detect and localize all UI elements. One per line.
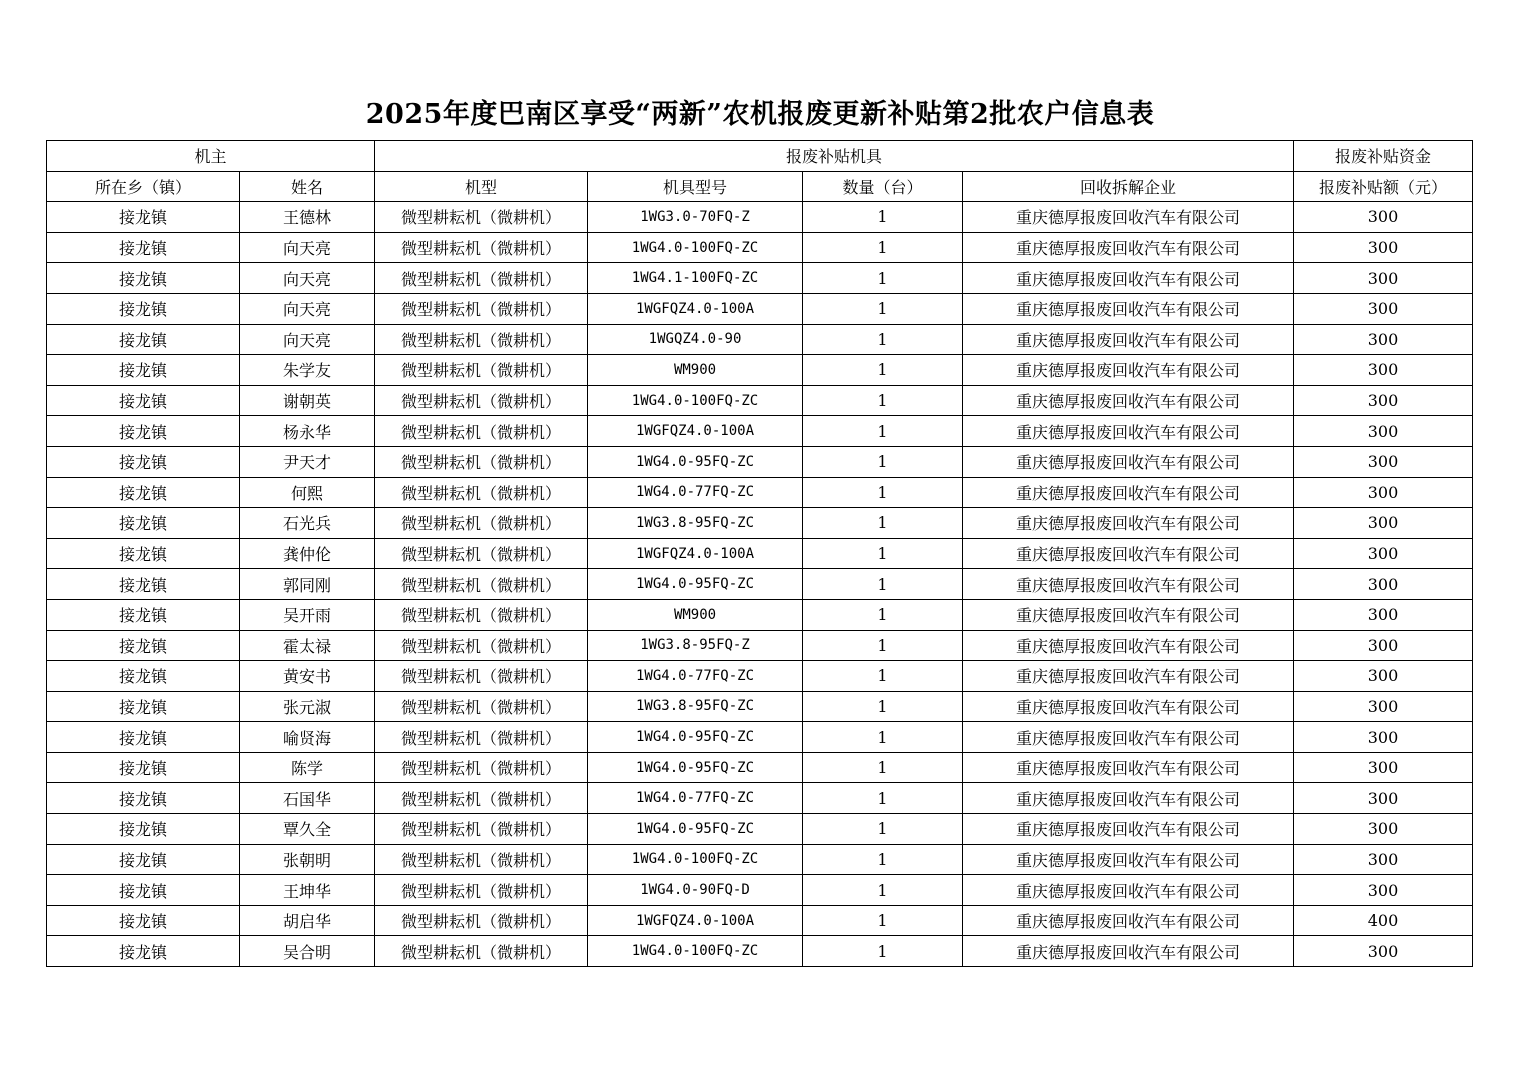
- cell-qty: 1: [803, 875, 963, 906]
- cell-recycler: 重庆德厚报废回收汽车有限公司: [963, 355, 1294, 386]
- page-title: 2025年度巴南区享受“两新”农机报废更新补贴第2批农户信息表: [365, 99, 1155, 130]
- cell-amount: 300: [1294, 661, 1473, 692]
- cell-town: 接龙镇: [47, 722, 240, 753]
- cell-amount: 300: [1294, 783, 1473, 814]
- column-header-name: 姓名: [240, 171, 375, 202]
- group-header-machine: 报废补贴机具: [375, 141, 1294, 172]
- cell-type: 微型耕耘机（微耕机）: [375, 355, 588, 386]
- column-header-row: [47, 171, 1473, 202]
- cell-recycler: 重庆德厚报废回收汽车有限公司: [963, 661, 1294, 692]
- cell-recycler: 重庆德厚报废回收汽车有限公司: [963, 446, 1294, 477]
- cell-model: 1WG3.8-95FQ-ZC: [588, 691, 803, 722]
- cell-type: 微型耕耘机（微耕机）: [375, 936, 588, 967]
- cell-amount: 300: [1294, 691, 1473, 722]
- cell-qty: 1: [803, 599, 963, 630]
- table-row: [47, 538, 1473, 569]
- group-header-funds: 报废补贴资金: [1294, 141, 1473, 172]
- cell-amount: 300: [1294, 446, 1473, 477]
- cell-type: 微型耕耘机（微耕机）: [375, 844, 588, 875]
- cell-amount: 300: [1294, 752, 1473, 783]
- cell-name: 谢朝英: [240, 385, 375, 416]
- cell-town: 接龙镇: [47, 661, 240, 692]
- cell-type: 微型耕耘机（微耕机）: [375, 324, 588, 355]
- cell-qty: 1: [803, 844, 963, 875]
- cell-name: 吴开雨: [240, 599, 375, 630]
- cell-model: 1WGFQZ4.0-100A: [588, 538, 803, 569]
- cell-type: 微型耕耘机（微耕机）: [375, 661, 588, 692]
- cell-name: 吴合明: [240, 936, 375, 967]
- cell-recycler: 重庆德厚报废回收汽车有限公司: [963, 416, 1294, 447]
- cell-amount: 300: [1294, 844, 1473, 875]
- cell-qty: 1: [803, 446, 963, 477]
- farmer-info-table: [46, 140, 1473, 967]
- cell-model: 1WG4.0-77FQ-ZC: [588, 661, 803, 692]
- column-header-model: 机具型号: [588, 171, 803, 202]
- cell-qty: 1: [803, 691, 963, 722]
- cell-qty: 1: [803, 477, 963, 508]
- cell-name: 向天亮: [240, 293, 375, 324]
- cell-town: 接龙镇: [47, 752, 240, 783]
- cell-town: 接龙镇: [47, 844, 240, 875]
- table-row: [47, 355, 1473, 386]
- table-row: [47, 385, 1473, 416]
- cell-type: 微型耕耘机（微耕机）: [375, 630, 588, 661]
- cell-town: 接龙镇: [47, 263, 240, 294]
- cell-type: 微型耕耘机（微耕机）: [375, 446, 588, 477]
- cell-qty: 1: [803, 538, 963, 569]
- cell-town: 接龙镇: [47, 416, 240, 447]
- cell-name: 覃久全: [240, 814, 375, 845]
- cell-name: 霍太禄: [240, 630, 375, 661]
- cell-recycler: 重庆德厚报废回收汽车有限公司: [963, 477, 1294, 508]
- cell-recycler: 重庆德厚报废回收汽车有限公司: [963, 263, 1294, 294]
- cell-type: 微型耕耘机（微耕机）: [375, 599, 588, 630]
- cell-qty: 1: [803, 263, 963, 294]
- cell-name: 郭同刚: [240, 569, 375, 600]
- column-header-qty: 数量（台）: [803, 171, 963, 202]
- cell-type: 微型耕耘机（微耕机）: [375, 783, 588, 814]
- cell-qty: 1: [803, 569, 963, 600]
- cell-qty: 1: [803, 936, 963, 967]
- cell-town: 接龙镇: [47, 232, 240, 263]
- table-row: [47, 599, 1473, 630]
- cell-qty: 1: [803, 232, 963, 263]
- cell-model: 1WG4.0-95FQ-ZC: [588, 569, 803, 600]
- table-row: [47, 905, 1473, 936]
- cell-model: 1WG4.0-95FQ-ZC: [588, 722, 803, 753]
- table-row: [47, 508, 1473, 539]
- cell-type: 微型耕耘机（微耕机）: [375, 538, 588, 569]
- cell-type: 微型耕耘机（微耕机）: [375, 722, 588, 753]
- cell-amount: 300: [1294, 293, 1473, 324]
- cell-amount: 300: [1294, 202, 1473, 233]
- cell-recycler: 重庆德厚报废回收汽车有限公司: [963, 905, 1294, 936]
- table-row: [47, 416, 1473, 447]
- cell-name: 王坤华: [240, 875, 375, 906]
- cell-qty: 1: [803, 630, 963, 661]
- cell-recycler: 重庆德厚报废回收汽车有限公司: [963, 538, 1294, 569]
- cell-amount: 300: [1294, 722, 1473, 753]
- cell-town: 接龙镇: [47, 783, 240, 814]
- cell-recycler: 重庆德厚报废回收汽车有限公司: [963, 599, 1294, 630]
- table-row: [47, 569, 1473, 600]
- table-row: [47, 324, 1473, 355]
- table-row: [47, 691, 1473, 722]
- cell-amount: 300: [1294, 569, 1473, 600]
- cell-town: 接龙镇: [47, 814, 240, 845]
- cell-recycler: 重庆德厚报废回收汽车有限公司: [963, 508, 1294, 539]
- table-row: [47, 477, 1473, 508]
- cell-recycler: 重庆德厚报废回收汽车有限公司: [963, 844, 1294, 875]
- cell-model: 1WGFQZ4.0-100A: [588, 905, 803, 936]
- cell-model: 1WG3.8-95FQ-ZC: [588, 508, 803, 539]
- cell-type: 微型耕耘机（微耕机）: [375, 232, 588, 263]
- cell-recycler: 重庆德厚报废回收汽车有限公司: [963, 783, 1294, 814]
- table-row: [47, 630, 1473, 661]
- cell-town: 接龙镇: [47, 508, 240, 539]
- cell-amount: 400: [1294, 905, 1473, 936]
- cell-town: 接龙镇: [47, 630, 240, 661]
- column-header-amount: 报废补贴额（元）: [1294, 171, 1473, 202]
- cell-model: 1WG4.0-90FQ-D: [588, 875, 803, 906]
- cell-recycler: 重庆德厚报废回收汽车有限公司: [963, 722, 1294, 753]
- cell-model: 1WG4.0-77FQ-ZC: [588, 477, 803, 508]
- cell-model: 1WG3.0-70FQ-Z: [588, 202, 803, 233]
- cell-qty: 1: [803, 722, 963, 753]
- cell-name: 向天亮: [240, 263, 375, 294]
- cell-recycler: 重庆德厚报废回收汽车有限公司: [963, 202, 1294, 233]
- cell-model: 1WG4.0-77FQ-ZC: [588, 783, 803, 814]
- cell-recycler: 重庆德厚报废回收汽车有限公司: [963, 385, 1294, 416]
- column-header-recycler: 回收拆解企业: [963, 171, 1294, 202]
- table-row: [47, 722, 1473, 753]
- cell-name: 何熙: [240, 477, 375, 508]
- column-header-type: 机型: [375, 171, 588, 202]
- cell-type: 微型耕耘机（微耕机）: [375, 691, 588, 722]
- cell-qty: 1: [803, 293, 963, 324]
- cell-type: 微型耕耘机（微耕机）: [375, 875, 588, 906]
- cell-amount: 300: [1294, 814, 1473, 845]
- cell-qty: 1: [803, 508, 963, 539]
- cell-name: 胡启华: [240, 905, 375, 936]
- group-header-owner: 机主: [47, 141, 375, 172]
- table-row: [47, 232, 1473, 263]
- cell-type: 微型耕耘机（微耕机）: [375, 293, 588, 324]
- cell-recycler: 重庆德厚报废回收汽车有限公司: [963, 691, 1294, 722]
- table-row: [47, 936, 1473, 967]
- cell-name: 杨永华: [240, 416, 375, 447]
- cell-recycler: 重庆德厚报废回收汽车有限公司: [963, 875, 1294, 906]
- cell-type: 微型耕耘机（微耕机）: [375, 202, 588, 233]
- table-row: [47, 875, 1473, 906]
- cell-town: 接龙镇: [47, 324, 240, 355]
- cell-type: 微型耕耘机（微耕机）: [375, 905, 588, 936]
- table-row: [47, 844, 1473, 875]
- cell-amount: 300: [1294, 324, 1473, 355]
- column-header-town: 所在乡（镇）: [47, 171, 240, 202]
- cell-name: 张元淑: [240, 691, 375, 722]
- cell-qty: 1: [803, 385, 963, 416]
- cell-qty: 1: [803, 202, 963, 233]
- cell-model: 1WG4.0-100FQ-ZC: [588, 936, 803, 967]
- cell-recycler: 重庆德厚报废回收汽车有限公司: [963, 814, 1294, 845]
- cell-name: 王德林: [240, 202, 375, 233]
- cell-town: 接龙镇: [47, 202, 240, 233]
- cell-model: 1WG4.1-100FQ-ZC: [588, 263, 803, 294]
- cell-name: 朱学友: [240, 355, 375, 386]
- cell-recycler: 重庆德厚报废回收汽车有限公司: [963, 936, 1294, 967]
- cell-amount: 300: [1294, 936, 1473, 967]
- cell-qty: 1: [803, 661, 963, 692]
- cell-amount: 300: [1294, 538, 1473, 569]
- cell-name: 尹天才: [240, 446, 375, 477]
- cell-town: 接龙镇: [47, 599, 240, 630]
- cell-town: 接龙镇: [47, 691, 240, 722]
- cell-model: 1WG4.0-100FQ-ZC: [588, 385, 803, 416]
- cell-name: 石国华: [240, 783, 375, 814]
- cell-amount: 300: [1294, 416, 1473, 447]
- group-header-row: [47, 141, 1473, 172]
- table-row: [47, 293, 1473, 324]
- cell-name: 向天亮: [240, 232, 375, 263]
- table-row: [47, 263, 1473, 294]
- cell-qty: 1: [803, 905, 963, 936]
- cell-qty: 1: [803, 814, 963, 845]
- cell-name: 喻贤海: [240, 722, 375, 753]
- cell-town: 接龙镇: [47, 355, 240, 386]
- cell-model: 1WG4.0-100FQ-ZC: [588, 232, 803, 263]
- cell-model: 1WGFQZ4.0-100A: [588, 416, 803, 447]
- cell-amount: 300: [1294, 599, 1473, 630]
- cell-town: 接龙镇: [47, 905, 240, 936]
- table-row: [47, 661, 1473, 692]
- cell-model: WM900: [588, 355, 803, 386]
- cell-type: 微型耕耘机（微耕机）: [375, 752, 588, 783]
- cell-name: 龚仲伦: [240, 538, 375, 569]
- cell-model: 1WGQZ4.0-90: [588, 324, 803, 355]
- cell-amount: 300: [1294, 477, 1473, 508]
- table-row: [47, 814, 1473, 845]
- cell-amount: 300: [1294, 630, 1473, 661]
- cell-model: WM900: [588, 599, 803, 630]
- cell-amount: 300: [1294, 355, 1473, 386]
- cell-model: 1WG4.0-95FQ-ZC: [588, 752, 803, 783]
- cell-amount: 300: [1294, 875, 1473, 906]
- cell-type: 微型耕耘机（微耕机）: [375, 263, 588, 294]
- cell-type: 微型耕耘机（微耕机）: [375, 814, 588, 845]
- cell-name: 张朝明: [240, 844, 375, 875]
- cell-model: 1WGFQZ4.0-100A: [588, 293, 803, 324]
- cell-type: 微型耕耘机（微耕机）: [375, 508, 588, 539]
- cell-recycler: 重庆德厚报废回收汽车有限公司: [963, 293, 1294, 324]
- cell-qty: 1: [803, 416, 963, 447]
- cell-name: 黄安书: [240, 661, 375, 692]
- cell-amount: 300: [1294, 263, 1473, 294]
- cell-town: 接龙镇: [47, 293, 240, 324]
- cell-name: 石光兵: [240, 508, 375, 539]
- cell-recycler: 重庆德厚报废回收汽车有限公司: [963, 630, 1294, 661]
- cell-town: 接龙镇: [47, 538, 240, 569]
- cell-name: 陈学: [240, 752, 375, 783]
- table-row: [47, 202, 1473, 233]
- cell-name: 向天亮: [240, 324, 375, 355]
- table-row: [47, 752, 1473, 783]
- cell-model: 1WG3.8-95FQ-Z: [588, 630, 803, 661]
- cell-qty: 1: [803, 752, 963, 783]
- cell-type: 微型耕耘机（微耕机）: [375, 385, 588, 416]
- cell-amount: 300: [1294, 385, 1473, 416]
- cell-type: 微型耕耘机（微耕机）: [375, 416, 588, 447]
- cell-qty: 1: [803, 783, 963, 814]
- cell-town: 接龙镇: [47, 477, 240, 508]
- cell-amount: 300: [1294, 232, 1473, 263]
- cell-town: 接龙镇: [47, 936, 240, 967]
- table-row: [47, 783, 1473, 814]
- cell-qty: 1: [803, 324, 963, 355]
- cell-recycler: 重庆德厚报废回收汽车有限公司: [963, 232, 1294, 263]
- cell-recycler: 重庆德厚报废回收汽车有限公司: [963, 569, 1294, 600]
- cell-town: 接龙镇: [47, 875, 240, 906]
- cell-recycler: 重庆德厚报废回收汽车有限公司: [963, 324, 1294, 355]
- cell-recycler: 重庆德厚报废回收汽车有限公司: [963, 752, 1294, 783]
- cell-qty: 1: [803, 355, 963, 386]
- cell-model: 1WG4.0-95FQ-ZC: [588, 446, 803, 477]
- cell-town: 接龙镇: [47, 569, 240, 600]
- cell-type: 微型耕耘机（微耕机）: [375, 569, 588, 600]
- cell-type: 微型耕耘机（微耕机）: [375, 477, 588, 508]
- cell-town: 接龙镇: [47, 385, 240, 416]
- cell-amount: 300: [1294, 508, 1473, 539]
- cell-model: 1WG4.0-95FQ-ZC: [588, 814, 803, 845]
- cell-town: 接龙镇: [47, 446, 240, 477]
- cell-model: 1WG4.0-100FQ-ZC: [588, 844, 803, 875]
- table-row: [47, 446, 1473, 477]
